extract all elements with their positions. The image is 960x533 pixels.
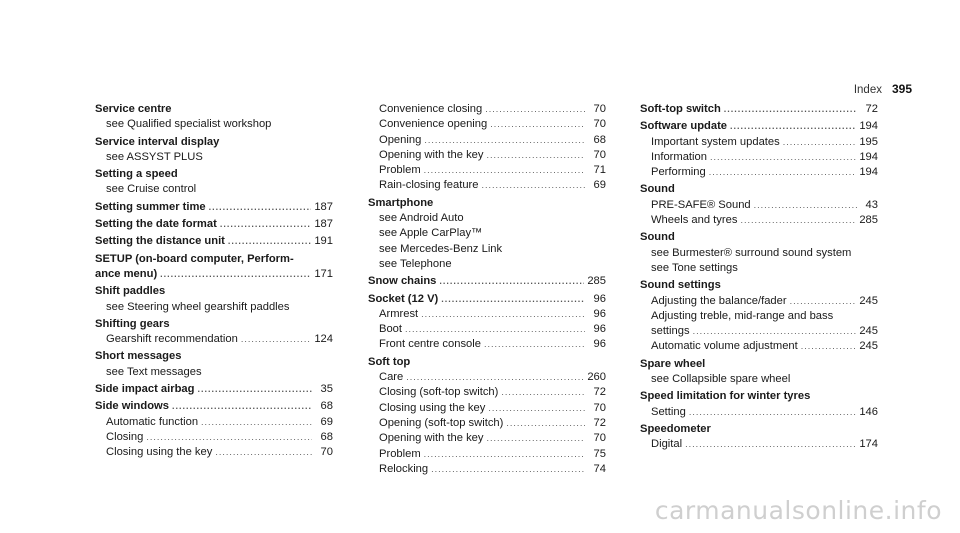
index-subentry xyxy=(640,309,878,324)
page-reference-link[interactable]: 70 xyxy=(320,446,333,459)
subentry-text: Adjusting treble, mid-range and bass xyxy=(651,309,834,322)
leader-dots xyxy=(228,234,311,249)
leader-dots xyxy=(724,102,857,117)
leader-dots xyxy=(783,135,857,150)
heading-text: Sound xyxy=(640,231,675,244)
index-subentry xyxy=(640,294,878,309)
index-entry xyxy=(640,102,878,117)
leader-dots xyxy=(146,430,312,445)
page-reference-link[interactable]: 70 xyxy=(593,401,606,414)
leader-dots xyxy=(201,415,312,430)
index-subentry xyxy=(640,198,878,213)
entry-spacer xyxy=(640,453,878,455)
leader-dots xyxy=(490,117,585,132)
index-entry xyxy=(640,278,878,354)
index-heading xyxy=(640,357,878,372)
subentry-text: Closing (soft-top switch) xyxy=(379,386,499,399)
leader-dots xyxy=(730,119,856,134)
page-reference-link[interactable]: 194 xyxy=(859,150,878,163)
leader-dots xyxy=(693,324,857,339)
subentry-text: Closing xyxy=(106,430,144,443)
index-subentry xyxy=(95,300,333,315)
subentry-text: see Collapsible spare wheel xyxy=(651,373,791,386)
leader-dots xyxy=(421,307,585,322)
subentry-text: Automatic volume adjustment xyxy=(651,340,798,353)
subentry-text: Gearshift recommendation xyxy=(106,333,238,346)
heading-text: Setting summer time xyxy=(95,200,206,213)
index-entry xyxy=(368,292,606,353)
leader-dots xyxy=(801,339,857,354)
page-reference-link[interactable]: 187 xyxy=(314,200,333,213)
index-entry xyxy=(95,217,333,232)
leader-dots xyxy=(424,163,585,178)
page-reference-link[interactable]: 35 xyxy=(320,383,333,396)
index-entry xyxy=(95,200,333,215)
index-subentry xyxy=(640,339,878,354)
heading-text: Soft-top switch xyxy=(640,103,721,115)
index-entry xyxy=(640,230,878,276)
index-heading xyxy=(95,317,333,332)
index-entry xyxy=(95,284,333,315)
leader-dots xyxy=(689,405,856,420)
index-subentry xyxy=(640,261,878,276)
page-reference-link[interactable]: 72 xyxy=(865,103,878,115)
page-reference-link[interactable]: 69 xyxy=(320,415,333,428)
subentry-text: Boot xyxy=(379,323,403,336)
index-heading xyxy=(640,119,878,134)
index-heading xyxy=(95,382,333,397)
subentry-text: see Android Auto xyxy=(379,212,464,225)
heading-text: Side windows xyxy=(95,400,169,413)
leader-dots xyxy=(482,178,586,193)
index-heading xyxy=(95,252,333,267)
index-entry xyxy=(95,102,333,133)
leader-dots xyxy=(406,370,584,385)
index-heading xyxy=(95,135,333,150)
index-heading xyxy=(368,196,606,211)
index-label: Index xyxy=(853,84,882,96)
page-reference-link[interactable]: 70 xyxy=(593,432,606,445)
leader-dots xyxy=(160,267,311,282)
subentry-text: Wheels and tyres xyxy=(651,214,738,227)
subentry-text: see Tone settings xyxy=(651,261,738,274)
index-subentry xyxy=(95,150,333,165)
leader-dots xyxy=(220,217,312,232)
index-subentry xyxy=(640,213,878,228)
subentry-text: Armrest xyxy=(379,307,419,320)
index-entry xyxy=(368,102,606,194)
subentry-text: see Apple CarPlay™ xyxy=(379,227,483,240)
index-heading xyxy=(640,182,878,197)
page-number: 395 xyxy=(891,82,912,96)
index-entry xyxy=(95,252,333,283)
page-reference-link[interactable]: 174 xyxy=(859,438,878,451)
index-subentry xyxy=(640,372,878,387)
index-heading xyxy=(368,355,606,370)
subentry-text: Problem xyxy=(379,164,421,177)
subentry-text: Convenience opening xyxy=(379,118,488,131)
index-heading xyxy=(368,292,606,307)
index-subentry xyxy=(640,405,878,420)
subentry-text: Automatic function xyxy=(106,415,199,428)
subentry-text: Problem xyxy=(379,447,421,460)
index-column-1 xyxy=(95,102,333,463)
heading-text: Short messages xyxy=(95,350,182,363)
index-heading xyxy=(95,349,333,364)
heading-text: Socket (12 V) xyxy=(368,292,439,305)
leader-dots xyxy=(441,292,585,307)
index-subentry xyxy=(368,447,606,462)
index-entry xyxy=(640,357,878,388)
subentry-text: Information xyxy=(651,150,707,163)
subentry-text: settings xyxy=(651,325,690,338)
page-reference-link[interactable]: 124 xyxy=(314,333,333,346)
heading-text: Service interval display xyxy=(95,135,220,148)
subentry-text: see Telephone xyxy=(379,257,452,270)
index-heading xyxy=(95,167,333,182)
leader-dots xyxy=(740,213,856,228)
heading-text: Side impact airbag xyxy=(95,383,195,396)
index-entry xyxy=(368,355,606,477)
page-reference-link[interactable]: 171 xyxy=(314,267,333,280)
index-subentry xyxy=(640,165,878,180)
index-entry xyxy=(95,135,333,166)
heading-text: Sound xyxy=(640,183,675,196)
page-reference-link[interactable]: 285 xyxy=(587,275,606,288)
page-reference-link[interactable]: 285 xyxy=(859,214,878,227)
subentry-text: see Burmester® surround sound system xyxy=(651,246,852,259)
index-entry xyxy=(640,182,878,228)
subentry-text: Care xyxy=(379,371,404,384)
page-reference-link[interactable]: 96 xyxy=(593,323,606,336)
index-subentry xyxy=(95,117,333,132)
index-heading xyxy=(640,230,878,245)
page-reference-link[interactable]: 72 xyxy=(593,386,606,399)
index-subentry xyxy=(368,462,606,477)
subentry-text: Opening with the key xyxy=(379,148,484,161)
heading-text: Setting the date format xyxy=(95,218,217,231)
index-subentry xyxy=(640,135,878,150)
index-heading xyxy=(95,217,333,232)
subentry-text: Opening xyxy=(379,133,422,146)
index-subentry xyxy=(368,322,606,337)
subentry-text: Convenience closing xyxy=(379,103,483,115)
page-reference-link[interactable]: 74 xyxy=(593,462,606,475)
index-subentry xyxy=(95,332,333,347)
index-column-2 xyxy=(368,102,606,479)
index-column-3 xyxy=(640,102,878,455)
page-reference-link[interactable]: 43 xyxy=(865,198,878,211)
heading-text: ance menu) xyxy=(95,267,158,280)
index-entry xyxy=(95,167,333,198)
heading-text: Speed limitation for winter tyres xyxy=(640,390,811,403)
page-reference-link[interactable]: 245 xyxy=(859,340,878,353)
index-heading xyxy=(95,267,333,282)
index-heading xyxy=(640,389,878,404)
leader-dots xyxy=(172,399,312,414)
subentry-text: PRE-SAFE® Sound xyxy=(651,198,751,211)
subentry-text: Digital xyxy=(651,438,683,451)
index-subentry xyxy=(95,182,333,197)
subentry-text: Performing xyxy=(651,166,706,179)
heading-text: Snow chains xyxy=(368,275,437,288)
page-reference-link[interactable]: 71 xyxy=(593,164,606,177)
index-entry xyxy=(640,389,878,420)
leader-dots xyxy=(241,332,312,347)
subentry-text: Closing using the key xyxy=(106,446,213,459)
subentry-text: Closing using the key xyxy=(379,401,486,414)
index-entry xyxy=(95,382,333,397)
page-reference-link[interactable]: 69 xyxy=(593,179,606,192)
index-subentry xyxy=(368,257,606,272)
index-subentry xyxy=(368,148,606,163)
subentry-text: Adjusting the balance/fader xyxy=(651,294,787,307)
leader-dots xyxy=(488,401,585,416)
heading-text: Setting the distance unit xyxy=(95,235,225,248)
index-entry xyxy=(95,317,333,348)
page-reference-link[interactable]: 194 xyxy=(859,166,878,179)
index-subentry xyxy=(95,445,333,460)
page-reference-link[interactable]: 191 xyxy=(314,235,333,248)
page-header xyxy=(854,82,912,96)
index-subentry xyxy=(368,226,606,241)
leader-dots xyxy=(424,133,585,148)
index-subentry xyxy=(640,437,878,452)
index-subentry xyxy=(368,211,606,226)
leader-dots xyxy=(405,322,585,337)
index-subentry xyxy=(95,430,333,445)
page-reference-link[interactable]: 146 xyxy=(859,405,878,418)
leader-dots xyxy=(501,385,585,400)
leader-dots xyxy=(424,447,585,462)
leader-dots xyxy=(484,337,585,352)
watermark: carmanualsonline.info xyxy=(654,496,942,525)
subentry-text: Important system updates xyxy=(651,135,780,148)
leader-dots xyxy=(431,462,585,477)
leader-dots xyxy=(486,148,585,163)
index-entry xyxy=(640,422,878,453)
subentry-text: see Mercedes-Benz Link xyxy=(379,242,503,255)
index-heading xyxy=(368,274,606,289)
page-reference-link[interactable]: 75 xyxy=(593,447,606,460)
subentry-text: Relocking xyxy=(379,462,429,475)
index-subentry xyxy=(368,337,606,352)
index-subentry xyxy=(640,324,878,339)
page-reference-link[interactable]: 194 xyxy=(859,120,878,133)
index-subentry xyxy=(368,431,606,446)
index-subentry xyxy=(368,370,606,385)
leader-dots xyxy=(486,431,585,446)
index-entry xyxy=(368,274,606,289)
index-subentry xyxy=(368,178,606,193)
heading-text: SETUP (on-board computer, Perform- xyxy=(95,252,294,265)
index-subentry xyxy=(368,163,606,178)
subentry-text: Opening (soft-top switch) xyxy=(379,416,504,429)
leader-dots xyxy=(754,198,857,213)
index-subentry xyxy=(368,385,606,400)
index-subentry xyxy=(368,102,606,117)
index-subentry xyxy=(368,401,606,416)
heading-text: Soft top xyxy=(368,355,411,368)
index-subentry xyxy=(95,415,333,430)
page-reference-link[interactable]: 245 xyxy=(859,325,878,338)
subentry-text: Setting xyxy=(651,405,686,418)
heading-text: Shifting gears xyxy=(95,317,170,330)
leader-dots xyxy=(709,165,857,180)
heading-text: Smartphone xyxy=(368,196,434,209)
heading-text: Software update xyxy=(640,120,728,133)
index-entry xyxy=(368,196,606,272)
page-reference-link[interactable]: 68 xyxy=(320,430,333,443)
index-subentry xyxy=(368,242,606,257)
index-heading xyxy=(95,399,333,414)
heading-text: Spare wheel xyxy=(640,357,706,370)
heading-text: Sound settings xyxy=(640,279,721,292)
page-reference-link[interactable]: 260 xyxy=(587,371,606,384)
leader-dots xyxy=(197,382,312,397)
leader-dots xyxy=(215,445,312,460)
leader-dots xyxy=(790,294,857,309)
heading-text: Shift paddles xyxy=(95,285,166,298)
entry-spacer xyxy=(95,461,333,463)
page-reference-link[interactable]: 68 xyxy=(320,400,333,413)
index-entry xyxy=(95,349,333,380)
index-entry xyxy=(95,234,333,249)
index-heading xyxy=(95,234,333,249)
page-reference-link[interactable]: 245 xyxy=(859,294,878,307)
page-reference-link[interactable]: 70 xyxy=(593,118,606,131)
subentry-text: see Qualified specialist workshop xyxy=(106,118,272,131)
index-heading xyxy=(640,102,878,117)
index-heading xyxy=(640,278,878,293)
page-reference-link[interactable]: 70 xyxy=(593,148,606,161)
heading-text: Speedometer xyxy=(640,422,711,435)
leader-dots xyxy=(209,200,312,215)
leader-dots xyxy=(485,102,585,117)
index-subentry xyxy=(368,133,606,148)
index-subentry xyxy=(368,117,606,132)
index-subentry xyxy=(640,150,878,165)
index-heading xyxy=(95,200,333,215)
page-reference-link[interactable]: 96 xyxy=(593,307,606,320)
page-reference-link[interactable]: 195 xyxy=(859,135,878,148)
index-subentry xyxy=(640,246,878,261)
subentry-text: see ASSYST PLUS xyxy=(106,150,203,163)
page-reference-link[interactable]: 68 xyxy=(593,133,606,146)
page-reference-link[interactable]: 72 xyxy=(593,416,606,429)
index-subentry xyxy=(95,365,333,380)
subentry-text: Rain-closing feature xyxy=(379,179,479,192)
heading-text: Service centre xyxy=(95,103,172,115)
subentry-text: see Cruise control xyxy=(106,183,197,196)
entry-spacer xyxy=(368,477,606,479)
index-subentry xyxy=(368,416,606,431)
page-reference-link[interactable]: 187 xyxy=(314,218,333,231)
leader-dots xyxy=(685,437,856,452)
index-heading xyxy=(640,422,878,437)
page-reference-link[interactable]: 96 xyxy=(593,338,606,351)
subentry-text: Opening with the key xyxy=(379,432,484,445)
index-subentry xyxy=(368,307,606,322)
heading-text: Setting a speed xyxy=(95,168,178,181)
index-entry xyxy=(95,399,333,460)
subentry-text: see Text messages xyxy=(106,365,202,378)
page-reference-link[interactable]: 70 xyxy=(593,103,606,115)
leader-dots xyxy=(439,274,584,289)
subentry-text: see Steering wheel gearshift paddles xyxy=(106,300,290,313)
page-reference-link[interactable]: 96 xyxy=(593,292,606,305)
index-heading xyxy=(95,284,333,299)
leader-dots xyxy=(506,416,585,431)
index-entry xyxy=(640,119,878,180)
subentry-text: Front centre console xyxy=(379,338,481,351)
leader-dots xyxy=(710,150,856,165)
index-heading xyxy=(95,102,333,117)
